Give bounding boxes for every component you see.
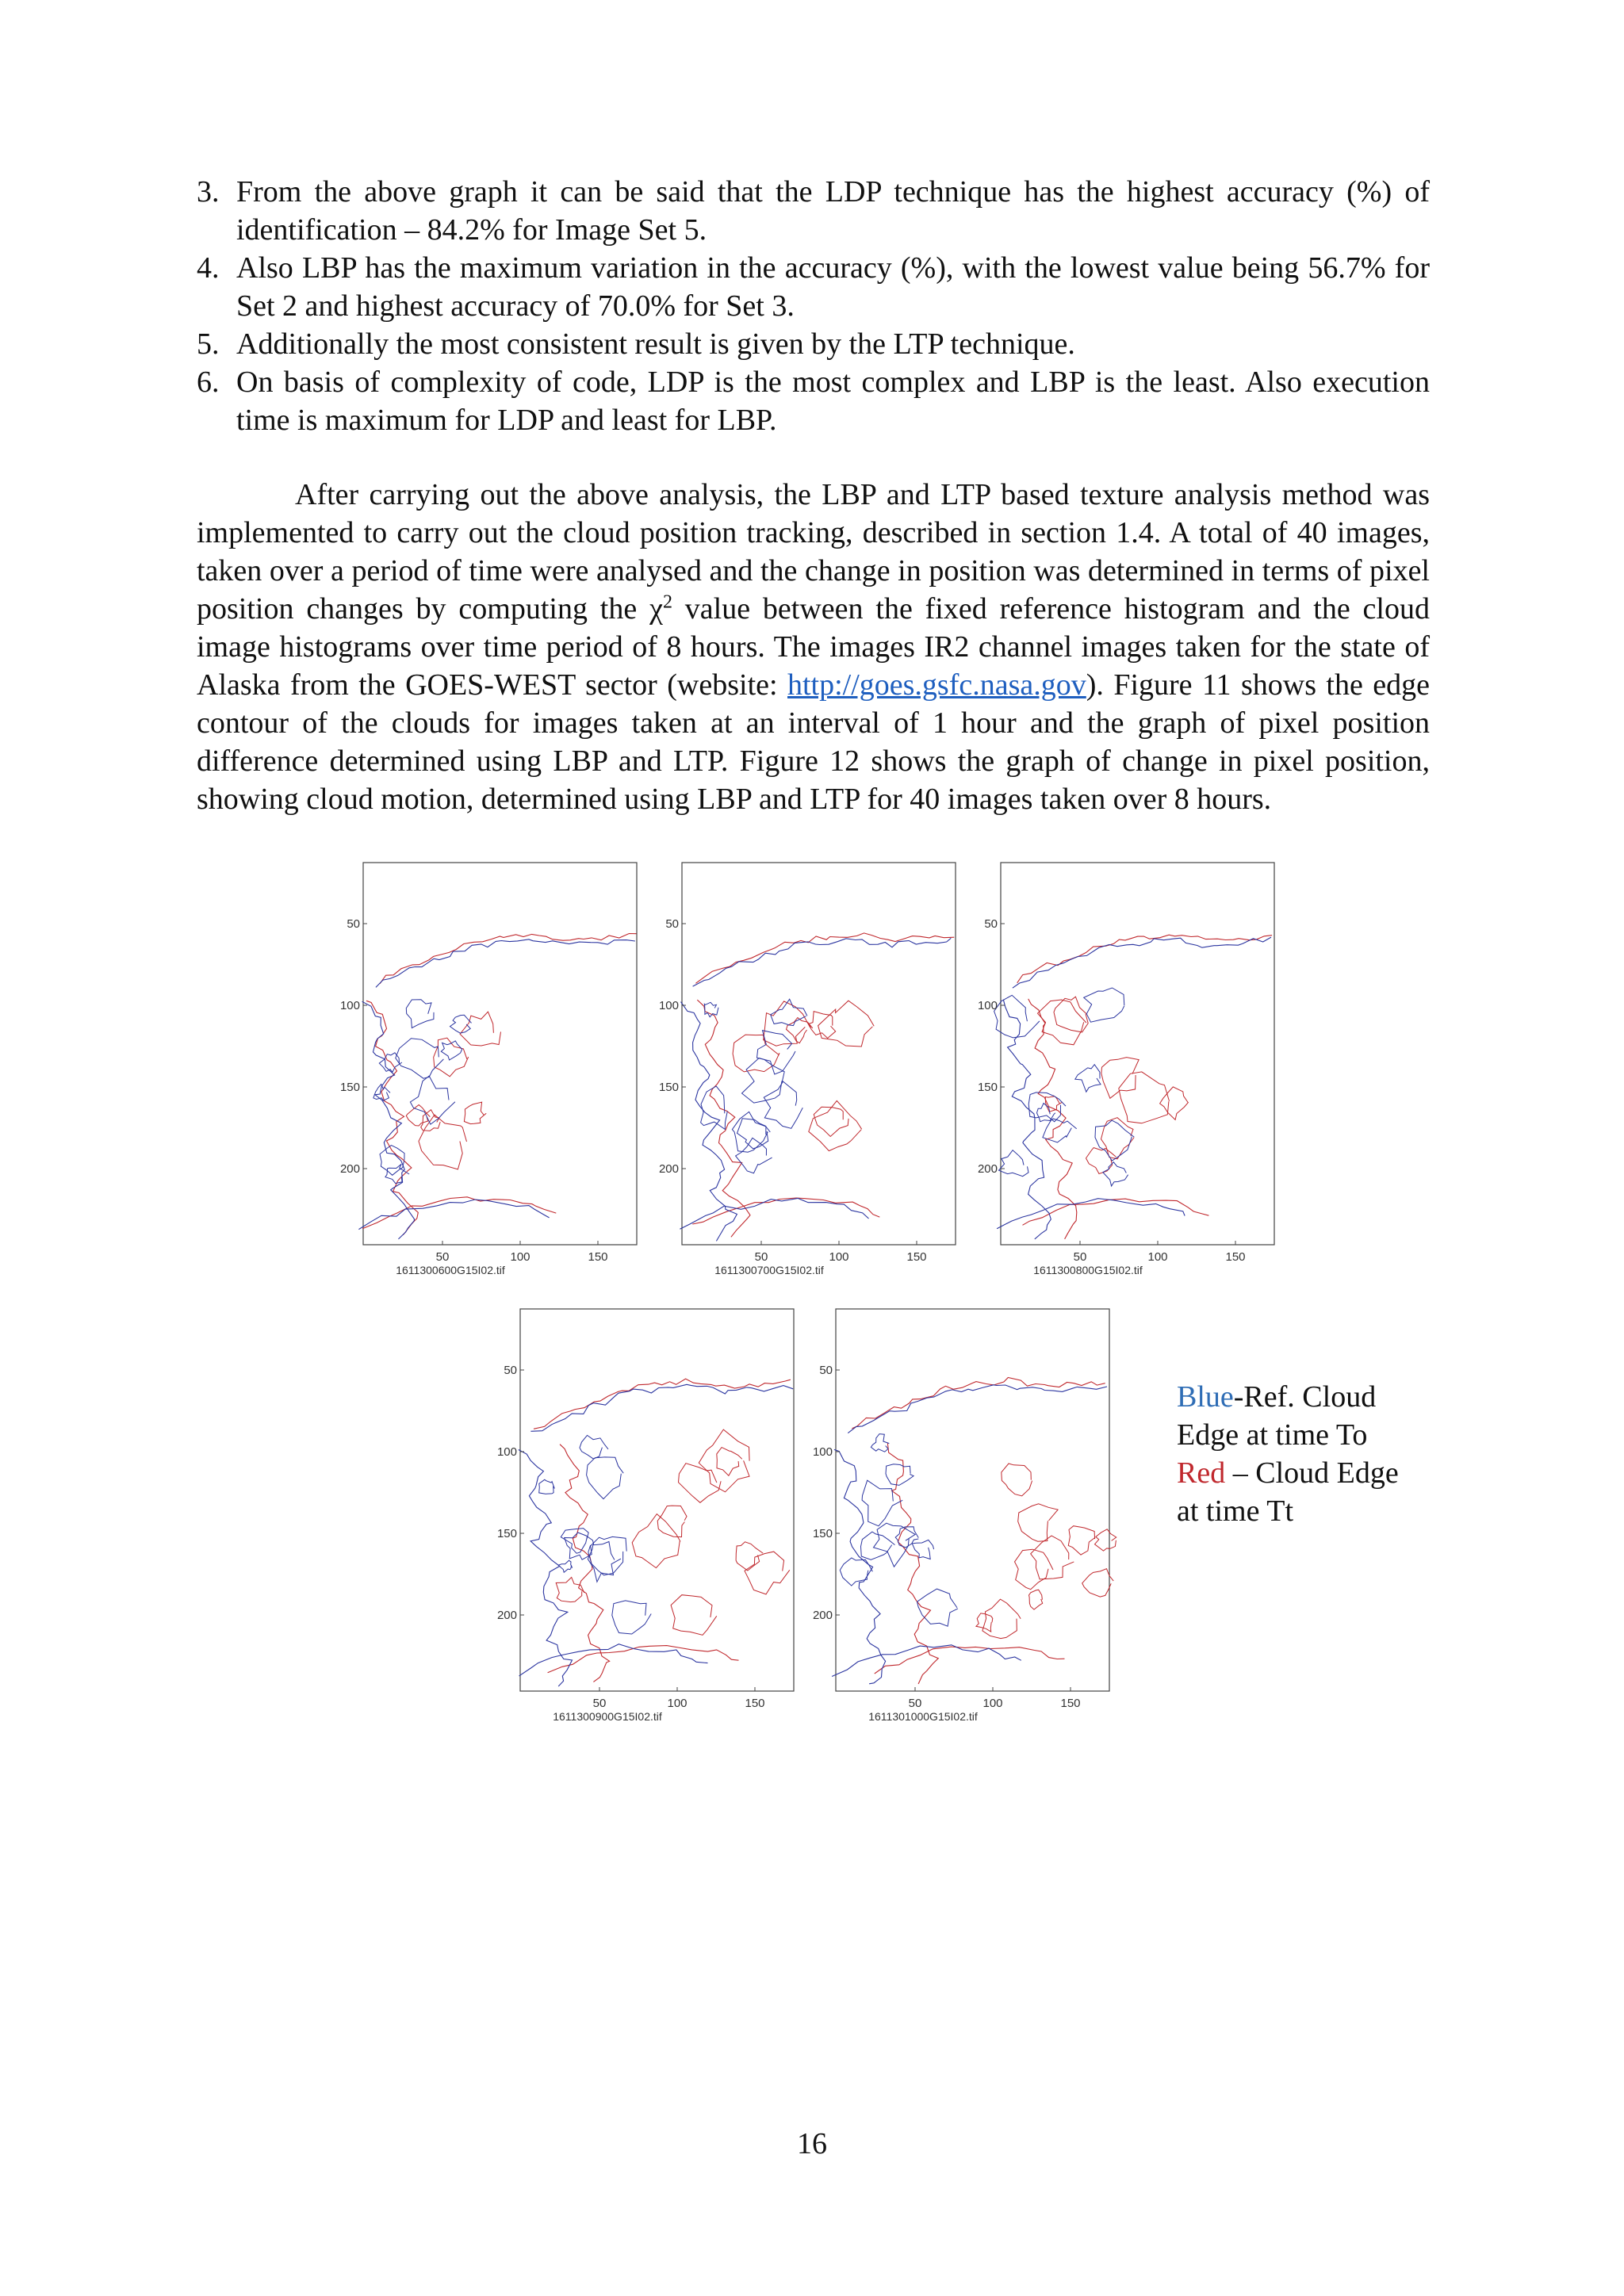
list-number: 3. — [197, 175, 220, 209]
list-text: Also LBP has the maximum variation in the accuracy (%), with the lowest value being 56.7% for Set 2 and highest accuracy of 70.0% for Set 3. — [236, 251, 1430, 323]
x-tick-label: 100 — [1147, 1250, 1168, 1264]
y-tick-label: 50 — [347, 917, 360, 931]
page-number: 16 — [797, 2127, 827, 2160]
x-tick-label: 100 — [829, 1250, 849, 1264]
contour-plot — [812, 1303, 1097, 1731]
y-tick-label: 150 — [339, 1081, 360, 1094]
contour-panel — [977, 856, 1262, 1284]
goes-website-link[interactable]: http://goes.gsfc.nasa.gov — [787, 668, 1086, 702]
x-tick-label: 50 — [435, 1250, 450, 1264]
x-tick-label: 150 — [1225, 1250, 1246, 1264]
y-tick-label: 100 — [658, 999, 679, 1012]
y-tick-label: 100 — [812, 1445, 833, 1459]
list-text: From the above graph it can be said that the LDP technique has the highest accuracy (%) of identification – 84.2% for Image Set 5. — [236, 175, 1430, 247]
x-tick-label: 100 — [667, 1697, 688, 1710]
list-item — [197, 363, 1430, 439]
legend-red-label: Red — [1177, 1456, 1226, 1490]
y-tick-label: 100 — [977, 999, 998, 1012]
panel-filename: 1611301000G15I02.tif — [868, 1710, 978, 1723]
contour-panel — [658, 856, 944, 1284]
panel-filename: 1611300800G15I02.tif — [1033, 1264, 1143, 1276]
plot-frame — [682, 863, 956, 1245]
y-tick-label: 50 — [819, 1364, 833, 1377]
legend-blue-text: -Ref. Cloud Edge at time To — [1177, 1380, 1377, 1452]
y-tick-label: 200 — [977, 1162, 998, 1176]
x-tick-label: 50 — [908, 1697, 922, 1710]
y-tick-label: 200 — [658, 1162, 679, 1176]
plot-frame — [836, 1309, 1109, 1691]
panel-filename: 1611300600G15I02.tif — [396, 1264, 505, 1276]
y-tick-label: 100 — [496, 1445, 517, 1459]
paragraph-text-2: value between the fixed reference histogram and the cloud image histograms over time period of 8 hours. The images IR2 channel images taken for the state of Alaska from the GOES-WEST sector (website: — [197, 592, 1430, 702]
y-tick-label: 100 — [339, 999, 360, 1012]
cloud-edge-figure — [339, 856, 1275, 1823]
y-tick-label: 50 — [665, 917, 679, 931]
x-tick-label: 150 — [745, 1697, 765, 1710]
body-paragraph — [197, 476, 1430, 818]
plot-frame — [520, 1309, 794, 1691]
contour-plot — [339, 856, 625, 1284]
y-tick-label: 150 — [658, 1081, 679, 1094]
contour-plot — [977, 856, 1262, 1284]
panel-filename: 1611300700G15I02.tif — [714, 1264, 824, 1276]
list-number: 6. — [197, 365, 220, 399]
y-tick-label: 50 — [504, 1364, 517, 1377]
contour-panel — [496, 1303, 782, 1731]
y-tick-label: 200 — [496, 1609, 517, 1622]
list-item — [197, 173, 1430, 249]
contour-plot — [658, 856, 944, 1284]
chi-squared-superscript: 2 — [662, 591, 672, 613]
y-tick-label: 200 — [812, 1609, 833, 1622]
x-tick-label: 100 — [982, 1697, 1003, 1710]
x-tick-label: 50 — [754, 1250, 768, 1264]
list-number: 5. — [197, 327, 220, 361]
contour-panel — [339, 856, 625, 1284]
y-tick-label: 200 — [339, 1162, 360, 1176]
plot-frame — [363, 863, 637, 1245]
panel-filename: 1611300900G15I02.tif — [553, 1710, 662, 1723]
list-text: On basis of complexity of code, LDP is the most complex and LBP is the least. Also execution time is maximum for LDP and least for LBP. — [236, 365, 1430, 437]
list-item — [197, 325, 1430, 363]
list-item — [197, 249, 1430, 325]
y-tick-label: 150 — [496, 1527, 517, 1540]
y-tick-label: 150 — [977, 1081, 998, 1094]
x-tick-label: 50 — [592, 1697, 607, 1710]
figure-legend — [1177, 1378, 1415, 1530]
x-tick-label: 50 — [1073, 1250, 1087, 1264]
y-tick-label: 50 — [984, 917, 998, 931]
contour-plot — [496, 1303, 782, 1731]
x-tick-label: 150 — [906, 1250, 927, 1264]
contour-panel — [812, 1303, 1097, 1731]
list-text: Additionally the most consistent result is given by the LTP technique. — [236, 327, 1075, 361]
x-tick-label: 100 — [510, 1250, 530, 1264]
legend-red-text: – Cloud Edge at time Tt — [1177, 1456, 1399, 1528]
paragraph-text-3: ). Figure 11 shows the edge contour of the clouds for images taken at an interval of 1 hour and the graph of pixel position difference determined using LBP and LTP. Figure 12 shows the graph of change in pixel position, showing cloud motion, determined using LBP and LTP for 40 images taken over 8 hours. — [197, 668, 1430, 816]
list-number: 4. — [197, 251, 220, 285]
plot-frame — [1001, 863, 1274, 1245]
y-tick-label: 150 — [812, 1527, 833, 1540]
paragraph-text-1: After carrying out the above analysis, the LBP and LTP based texture analysis method was implemented to carry out the cloud position tracking, described in section 1.4. A total of 40 images, taken over a period of time were analysed and the change in position was determined in terms of pixel position changes by computing the χ — [197, 478, 1430, 626]
x-tick-label: 150 — [1060, 1697, 1081, 1710]
x-tick-label: 150 — [588, 1250, 608, 1264]
numbered-list — [197, 173, 1430, 439]
legend-blue-label: Blue — [1177, 1380, 1234, 1414]
